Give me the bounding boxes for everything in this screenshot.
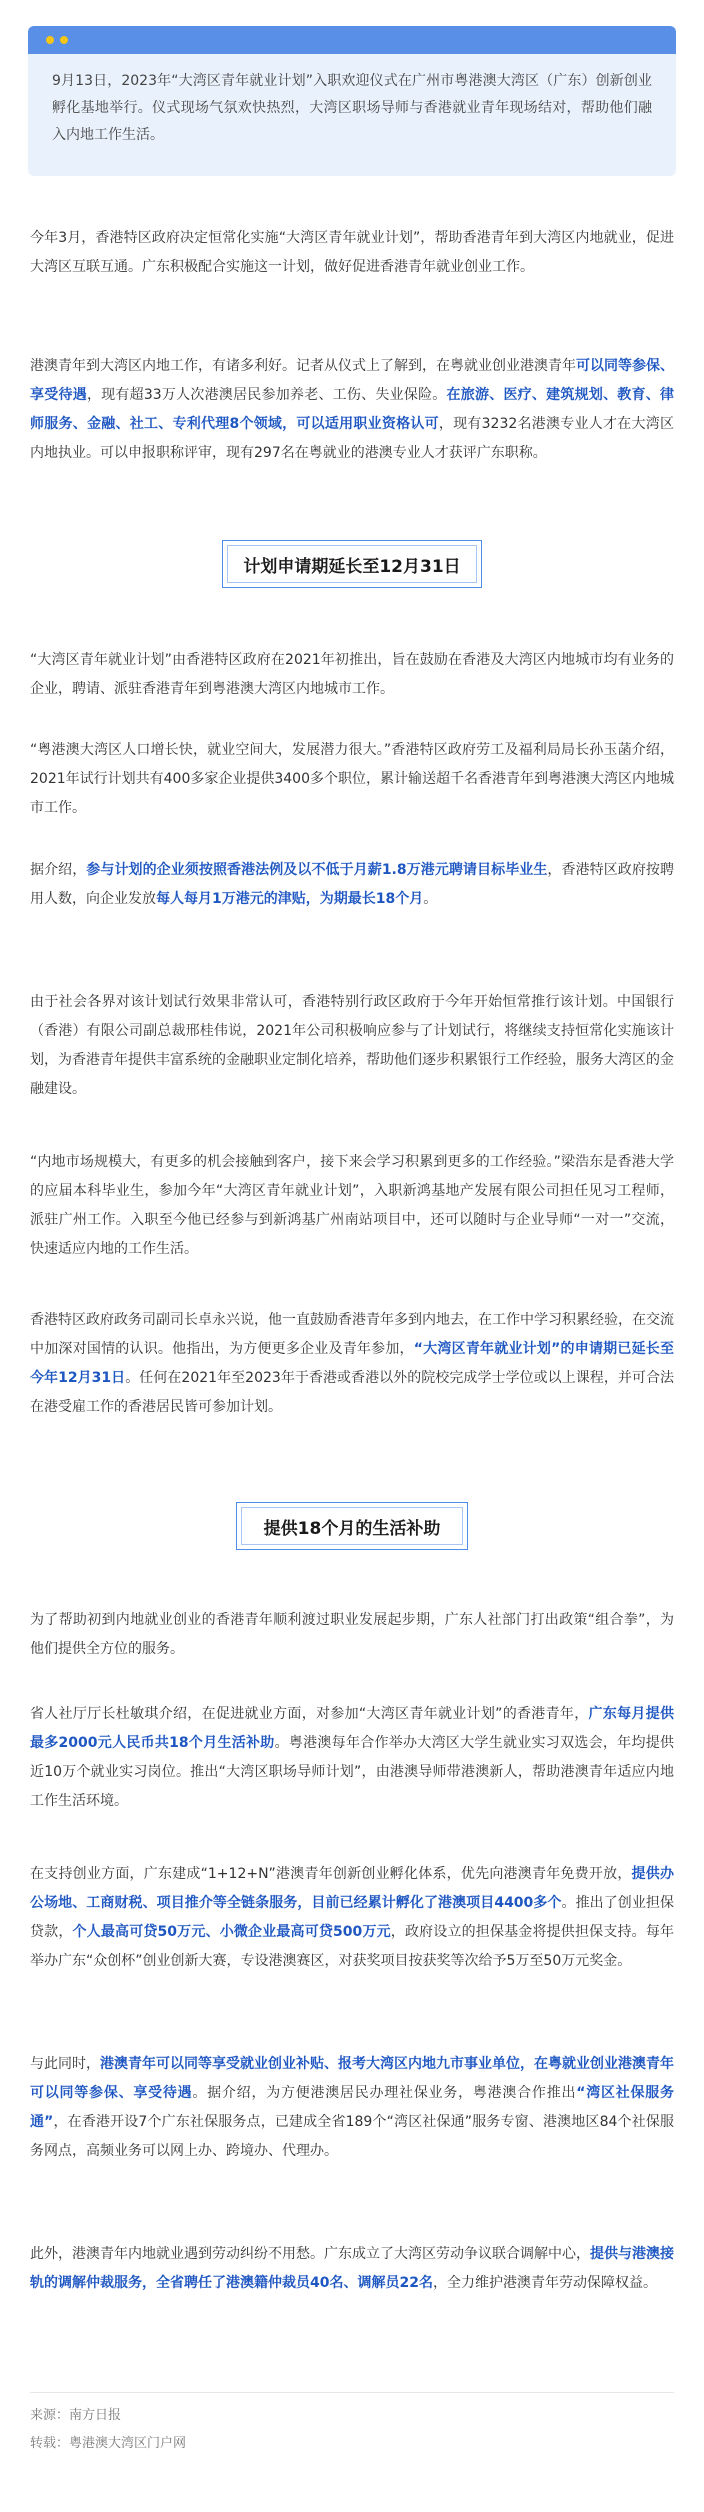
paragraph-3: “大湾区青年就业计划”由香港特区政府在2021年初推出，旨在鼓励在香港及大湾区内地城市均有业务的企业，聘请、派驻香港青年到粤港澳大湾区内地城市工作。: [30, 652, 674, 697]
paragraph-5: 据介绍，参与计划的企业须按照香港法例及以不低于月薪1.8万港元聘请目标毕业生，香港特区政府按聘用人数，向企业发放每人每月1万港元的津贴，为期最长18个月。: [30, 862, 675, 907]
paragraph-2: 港澳青年到大湾区内地工作，有诸多利好。记者从仪式上了解到，在粤就业创业港澳青年可以同等参保、享受待遇，现有超33万人次港澳居民参加养老、工伤、失业保险。在旅游、医疗、建筑规划、教育、律师服务、金融、社工、专利代理8个领域，可以适用职业资格认可，现有3232名港澳专业人才在大湾区内地执业。可以申报职称评审，现有297名在粤就业的港澳专业人才获评广东职称。: [30, 358, 674, 461]
paragraph-7: “内地市场规模大，有更多的机会接触到客户，接下来会学习积累到更多的工作经验。”梁浩东是香港大学的应届本科毕业生，参加今年“大湾区青年就业计划”，入职新鸿基地产发展有限公司担任见习工程师，派驻广州工作。入职至今他已经参与到新鸿基广州南站项目中，还可以随时与企业导师“一对一”交流，快速适应内地的工作生活。: [30, 1154, 674, 1257]
footer-divider: [30, 2392, 674, 2393]
section-heading-1-title: 计划申请期延长至12月31日: [227, 545, 477, 583]
source-line: 来源：南方日报: [30, 2408, 122, 2423]
paragraph-1: 今年3月，香港特区政府决定恒常化实施“大湾区青年就业计划”，帮助香港青年到大湾区内地就业，促进大湾区互联互通。广东积极配合实施这一计划，做好促进香港青年就业创业工作。: [30, 230, 674, 275]
intro-text: 9月13日，2023年“大湾区青年就业计划”入职欢迎仪式在广州市粤港澳大湾区（广东）创新创业孵化基地举行。仪式现场气氛欢快热烈，大湾区职场导师与香港就业青年现场结对，帮助他们融入内地工作生活。: [28, 54, 676, 176]
paragraph-6: 由于社会各界对该计划试行效果非常认可，香港特别行政区政府于今年开始恒常推行该计划。中国银行（香港）有限公司副总裁邢桂伟说，2021年公司积极响应参与了计划试行，将继续支持恒常化实施该计划，为香港青年提供丰富系统的金融职业定制化培养，帮助他们逐步积累银行工作经验，服务大湾区的金融建设。: [30, 994, 674, 1097]
yellow-dot-icon: [60, 36, 68, 44]
paragraph-12: 与此同时，港澳青年可以同等享受就业创业补贴、报考大湾区内地九市事业单位，在粤就业创业港澳青年可以同等参保、享受待遇。据介绍，为方便港澳居民办理社保业务，粤港澳合作推出“湾区社保服务通”，在香港开设7个广东社保服务点，已建成全省189个“湾区社保通”服务专窗、港澳地区84个社保服务网点，高频业务可以网上办、跨境办、代理办。: [30, 2056, 675, 2159]
section-heading-2-title: 提供18个月的生活补助: [241, 1507, 463, 1545]
paragraph-10: 省人社厅厅长杜敏琪介绍，在促进就业方面，对参加“大湾区青年就业计划”的香港青年，广东每月提供最多2000元人民币共18个月生活补助。粤港澳每年合作举办大湾区大学生就业实习双选会，年均提供近10万个就业实习岗位。推出“大湾区职场导师计划”，由港澳导师带港澳新人，帮助港澳青年适应内地工作生活环境。: [30, 1706, 674, 1809]
paragraph-4: “粤港澳大湾区人口增长快，就业空间大，发展潜力很大。”香港特区政府劳工及福利局局长孙玉菡介绍，2021年试行计划共有400多家企业提供3400多个职位，累计输送超千名香港青年到粤港澳大湾区内地城市工作。: [30, 742, 674, 816]
yellow-dot-icon: [46, 36, 54, 44]
paragraph-13: 此外，港澳青年内地就业遇到劳动纠纷不用愁。广东成立了大湾区劳动争议联合调解中心，提供与港澳接轨的调解仲裁服务，全省聘任了港澳籍仲裁员40名、调解员22名，全力维护港澳青年劳动保障权益。: [30, 2246, 674, 2291]
section-heading-1: [222, 540, 482, 588]
intro-card-header: [28, 26, 676, 54]
paragraph-8: 香港特区政府政务司副司长卓永兴说，他一直鼓励香港青年多到内地去，在工作中学习积累经验，在交流中加深对国情的认识。他指出，为方便更多企业及青年参加，“大湾区青年就业计划”的申请期已延长至今年12月31日。任何在2021年至2023年于香港或香港以外的院校完成学士学位或以上课程，并可合法在港受雇工作的香港居民皆可参加计划。: [30, 1312, 675, 1415]
intro-card: [28, 26, 676, 176]
paragraph-11: 在支持创业方面，广东建成“1+12+N”港澳青年创新创业孵化体系，优先向港澳青年免费开放，提供办公场地、工商财税、项目推介等全链条服务，目前已经累计孵化了港澳项目4400多个。推出了创业担保贷款，个人最高可贷50万元、小微企业最高可贷500万元，政府设立的担保基金将提供担保支持。每年举办广东“众创杯”创业创新大赛，专设港澳赛区，对获奖项目按获奖等次给予5万至50万元奖金。: [30, 1866, 674, 1969]
paragraph-9: 为了帮助初到内地就业创业的香港青年顺利渡过职业发展起步期，广东人社部门打出政策“组合拳”，为他们提供全方位的服务。: [30, 1612, 674, 1657]
repost-line: 转载：粤港澳大湾区门户网: [30, 2436, 187, 2451]
section-heading-2: [236, 1502, 468, 1550]
